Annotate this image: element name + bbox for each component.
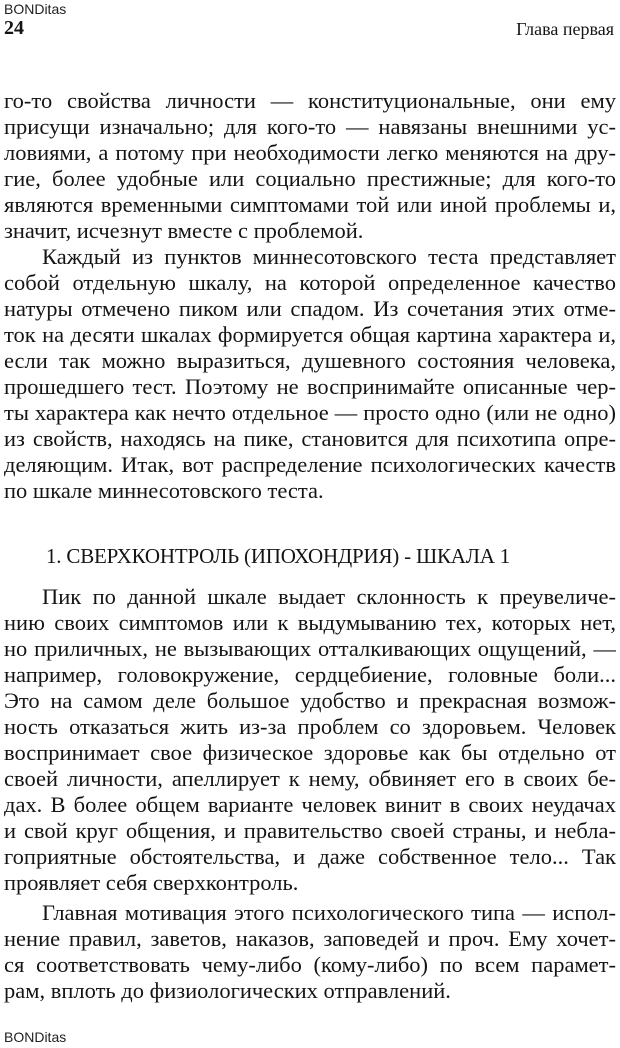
text-line: Это на самом деле большое удобство и прекрасная возмож- <box>4 688 616 713</box>
text-line: ток на десяти шкалах формируется общая картина характера и, <box>4 322 616 347</box>
running-head: Глава первая <box>516 19 614 39</box>
text-line: гие, более удобные или социально престижные; для кого-то <box>4 166 616 191</box>
text-line: собой отдельную шкалу, на которой определенное качество <box>4 270 616 295</box>
text-line: ты характера как нечто отдельное — просто одно (или не одно) <box>4 400 616 425</box>
paragraph-1 <box>4 88 616 244</box>
paragraph-3 <box>4 584 616 896</box>
watermark-top: BONDitas <box>4 1 67 17</box>
text-line: нию своих симптомов или к выдумыванию тех, которых нет, <box>4 610 616 635</box>
text-line: дах. В более общем варианте человек винит в своих неудачах <box>4 792 616 817</box>
text-line: деляющим. Итак, вот распределение психологических качеств <box>4 452 616 477</box>
text-line: гоприятные обстоятельства, и даже собственное тело... Так <box>4 844 616 869</box>
text-line: ность отказаться жить из-за проблем со здоровьем. Человек <box>4 714 616 739</box>
text-line: натуры отмечено пиком или спадом. Из сочетания этих отме- <box>4 296 616 321</box>
text-line: ся соответствовать чему-либо (кому-либо) по всем парамет- <box>4 952 616 977</box>
paragraph-4 <box>4 900 616 1004</box>
text-line: Главная мотивация этого психологического типа — испол- <box>42 900 616 925</box>
paragraph-2 <box>4 244 616 504</box>
watermark-bottom: BONDitas <box>4 1029 67 1045</box>
text-line: нение правил, заветов, наказов, заповедей и проч. Ему хочет- <box>4 926 616 951</box>
text-line: присущи изначально; для кого-то — навязаны внешними ус- <box>4 114 616 139</box>
text-line: прошедшего тест. Поэтому не воспринимайте описанные чер- <box>4 374 616 399</box>
text-line: но приличных, не вызывающих отталкивающих ощущений, — <box>4 636 616 661</box>
text-line: например, головокружение, сердцебиение, головные боли... <box>4 662 616 687</box>
text-line: своей личности, апеллирует к нему, обвиняет его в своих бе- <box>4 766 616 791</box>
text-line: если так можно выразиться, душевного состояния человека, <box>4 348 616 373</box>
page-number: 24 <box>4 17 24 39</box>
text-line: по шкале миннесотовского теста. <box>4 478 324 503</box>
text-line: Пик по данной шкале выдает склонность к преувеличе- <box>42 584 616 609</box>
text-line: воспринимает свое физическое здоровье как бы отдельно от <box>4 740 616 765</box>
text-line: рам, вплоть до физиологических отправлений. <box>4 978 451 1003</box>
text-line: Каждый из пунктов миннесотовского теста представляет <box>42 244 616 269</box>
text-line: и свой круг общения, и правительство своей страны, и небла- <box>4 818 616 843</box>
text-line: проявляет себя сверхконтроль. <box>4 870 299 895</box>
text-line: го-то свойства личности — конституциональные, они ему <box>4 88 616 113</box>
text-line: ловиями, а потому при необходимости легко меняются на дру- <box>4 140 616 165</box>
text-line: являются временными симптомами той или иной проблемы и, <box>4 192 616 217</box>
section-heading: 1. СВЕРХКОНТРОЛЬ (ИПОХОНДРИЯ) - ШКАЛА 1 <box>46 544 511 568</box>
text-line: из свойств, находясь на пике, становится для психотипа опре- <box>4 426 616 451</box>
text-line: значит, исчезнут вместе с проблемой. <box>4 218 364 243</box>
